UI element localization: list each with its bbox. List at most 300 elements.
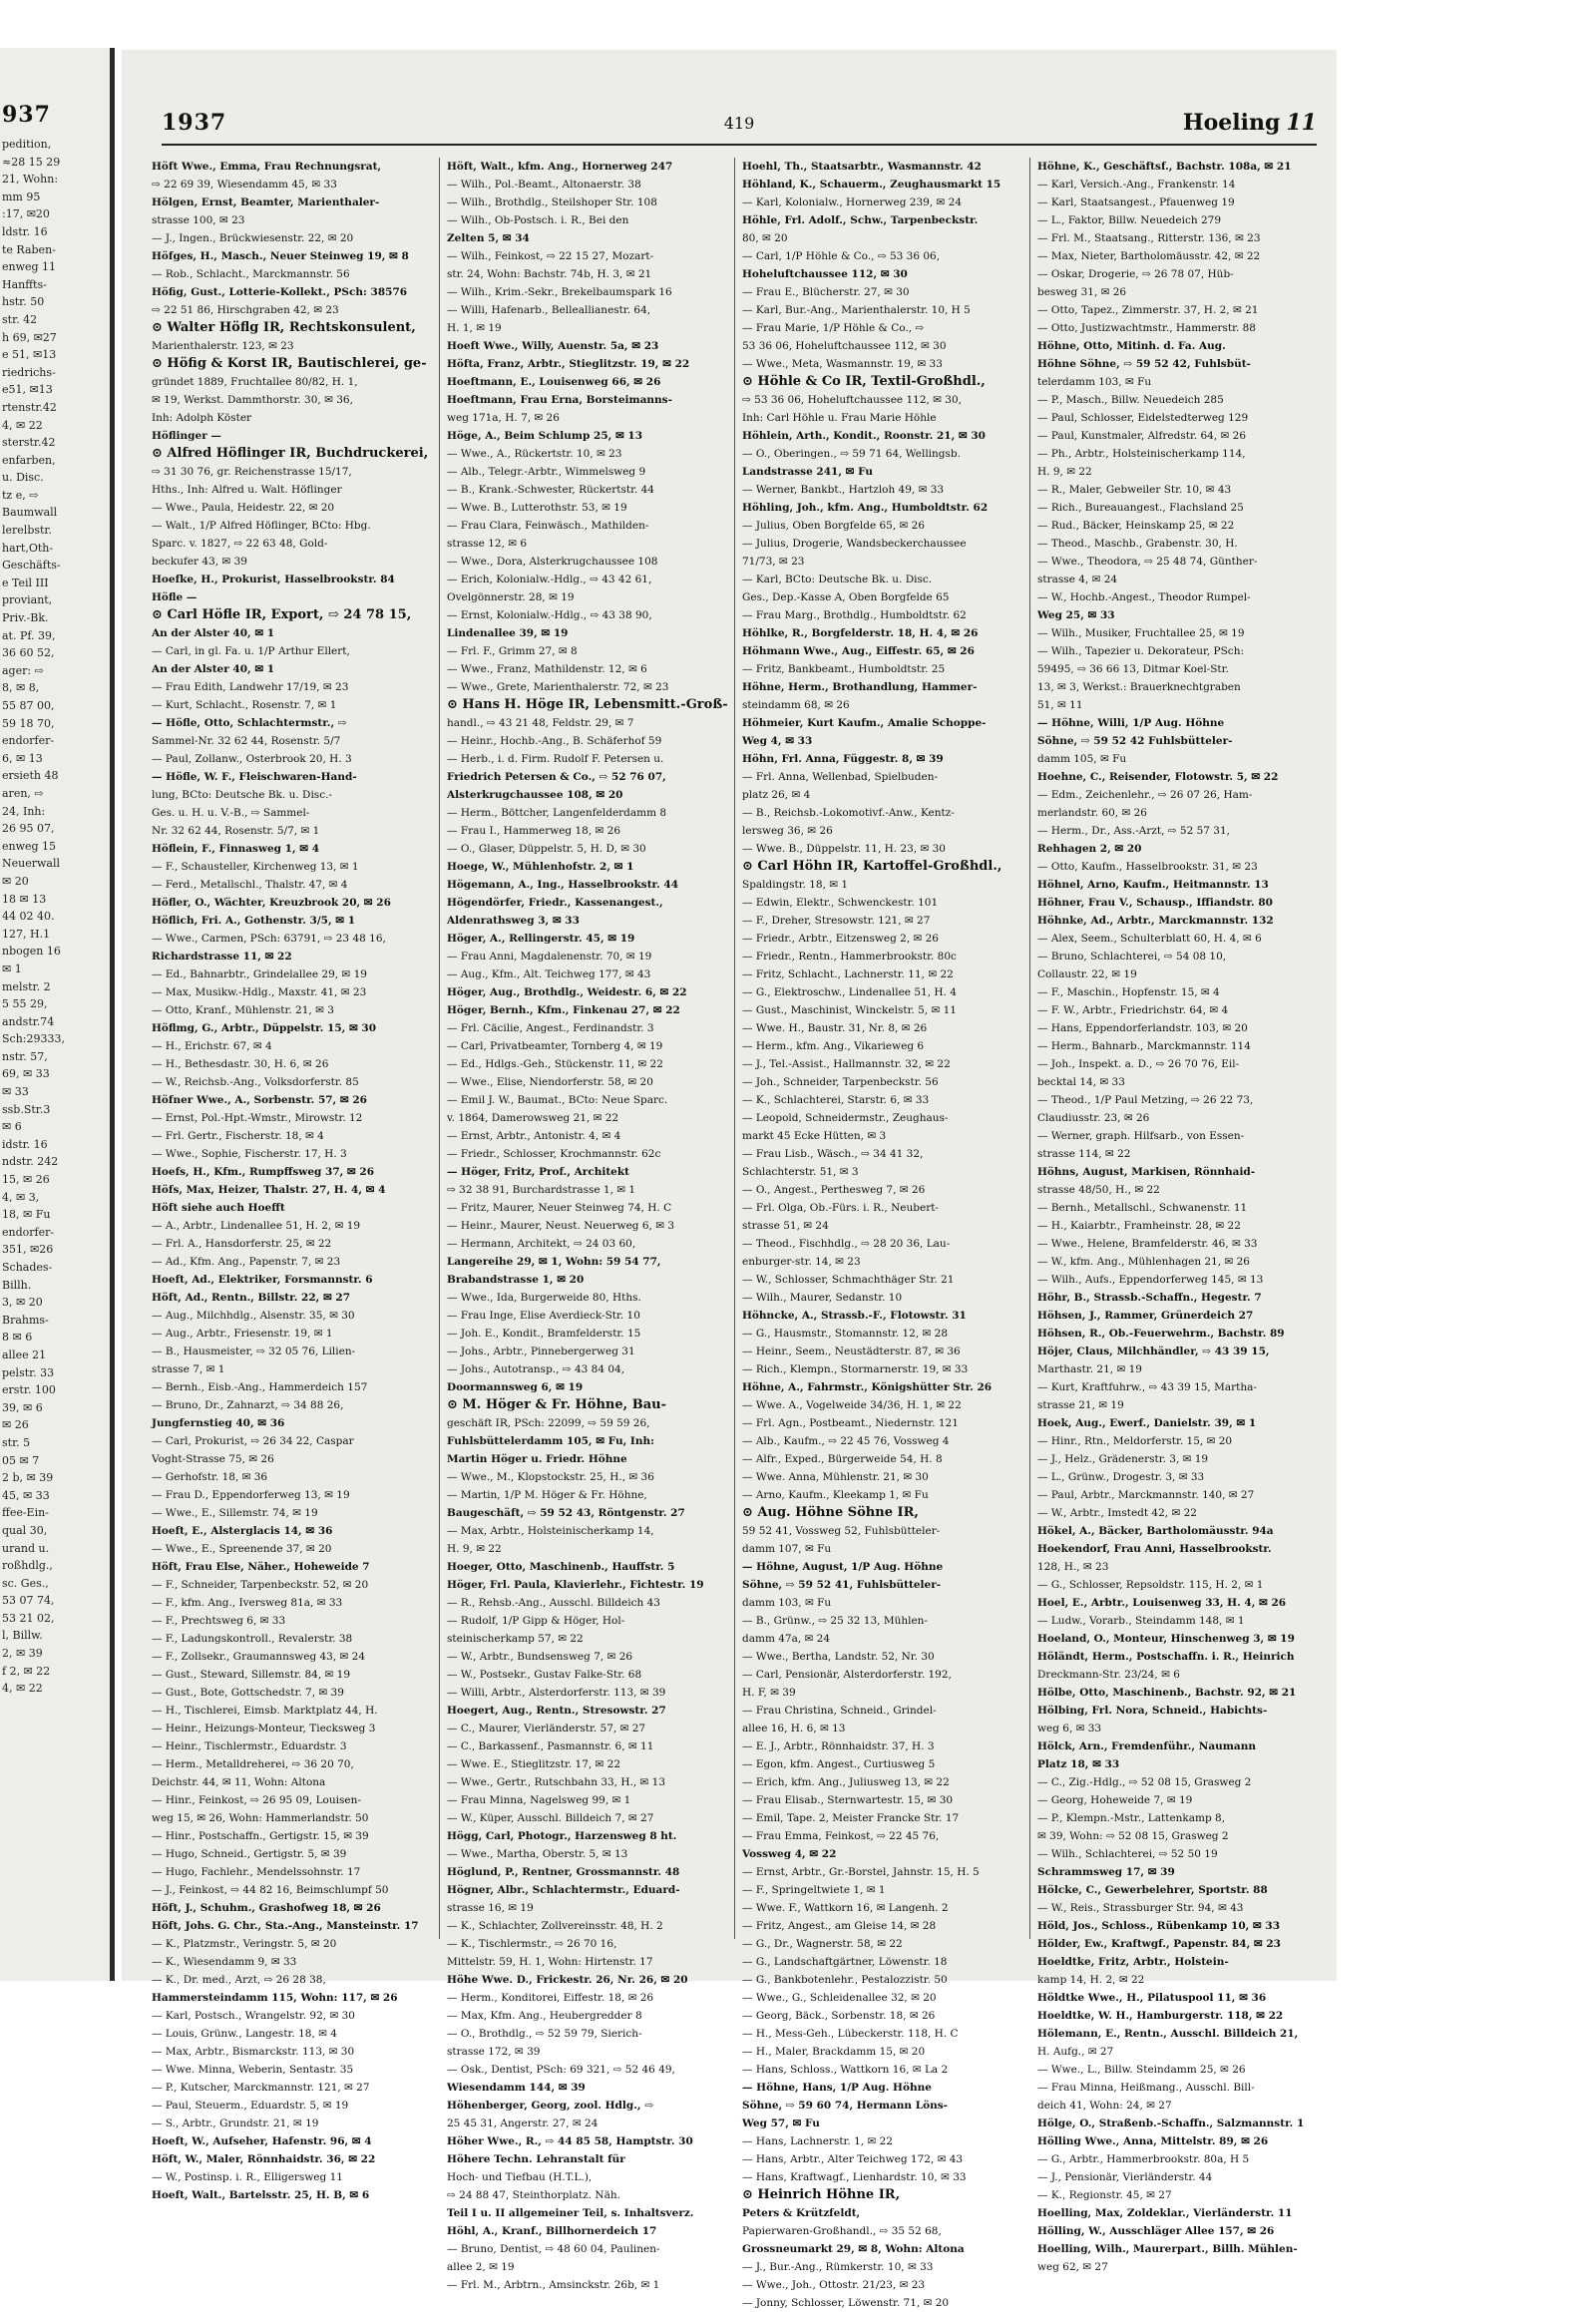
directory-entry-line: — Wilh., Maurer, Sedanstr. 10 — [742, 1292, 903, 1304]
directory-entry-line: gründet 1889, Fruchtallee 80/82, H. 1, — [152, 376, 358, 388]
directory-entry-line: Nr. 32 62 44, Rosenstr. 5/7, ✉ 1 — [152, 825, 320, 837]
directory-entry-line: Höhn, Frl. Anna, Függestr. 8, ✉ 39 — [742, 753, 944, 765]
directory-entry-line: — Karl, Postsch., Wrangelstr. 92, ✉ 30 — [152, 2010, 355, 2022]
directory-entry-line: 128, H., ✉ 23 — [1037, 1561, 1109, 1573]
directory-entry-line: — J., Pensionär, Vierländerstr. 44 — [1037, 2171, 1213, 2183]
directory-entry-line: H. Aufg., ✉ 27 — [1037, 2046, 1114, 2058]
directory-entry-line: — F., Ladungskontroll., Revalerstr. 38 — [152, 1633, 353, 1645]
directory-entry-line: Höhmeier, Kurt Kaufm., Amalie Schoppe- — [742, 717, 987, 729]
directory-entry-line: becktal 14, ✉ 33 — [1037, 1076, 1125, 1088]
adjacent-page-line: urand u. — [2, 1541, 50, 1555]
adjacent-page-line: 18 ✉ 13 — [2, 892, 47, 906]
directory-entry-line: — F., Zollsekr., Graumannsweg 43, ✉ 24 — [152, 1651, 366, 1663]
directory-entry-line: — Walt., 1/P Alfred Höflinger, BCto: Hbg. — [152, 520, 371, 532]
directory-entry-line: — Max, Arbtr., Bismarckstr. 113, ✉ 30 — [152, 2046, 355, 2058]
directory-entry-line: Hoehl, Th., Staatsarbtr., Wasmannstr. 42 — [742, 161, 982, 173]
adjacent-page-line: Priv.-Bk. — [2, 611, 49, 625]
directory-entry-line: An der Alster 40, ✉ 1 — [152, 663, 275, 675]
directory-entry-line: Hoeldtke, W. H., Hamburgerstr. 118, ✉ 22 — [1037, 2010, 1284, 2022]
directory-entry-line: Sammel-Nr. 32 62 44, Rosenstr. 5/7 — [152, 735, 341, 747]
directory-entry-line: — Rud., Bäcker, Heinskamp 25, ✉ 22 — [1037, 520, 1235, 532]
directory-entry-line: — G., Dr., Wagnerstr. 58, ✉ 22 — [742, 1938, 903, 1950]
directory-entry-line: — K., Regionstr. 45, ✉ 27 — [1037, 2189, 1172, 2201]
directory-entry-line: — Hinr., Postschaffn., Gertigstr. 15, ✉ 39 — [152, 1830, 369, 1842]
directory-entry-line: — Wwe., Elise, Niendorferstr. 58, ✉ 20 — [447, 1076, 653, 1088]
directory-entry-line: ⊙ Heinrich Höhne IR, — [742, 2187, 901, 2202]
directory-entry-line: strasse 51, ✉ 24 — [742, 1220, 829, 1232]
directory-entry-line: — F., Prechtsweg 6, ✉ 33 — [152, 1615, 286, 1627]
directory-entry-line: — Wwe., A., Rückertstr. 10, ✉ 23 — [447, 448, 622, 460]
adjacent-page-line: enfarben, — [2, 453, 56, 467]
directory-entry-line: — W., Arbtr., Imstedt 42, ✉ 22 — [1037, 1507, 1197, 1519]
adjacent-page-line: ≈28 15 29 — [2, 155, 61, 169]
directory-entry-line: — Frau D., Eppendorferweg 13, ✉ 19 — [152, 1489, 350, 1501]
directory-entry-line: — Wwe., Joh., Ottostr. 21/23, ✉ 23 — [742, 2279, 926, 2291]
adjacent-page-line: str. 42 — [2, 312, 38, 326]
directory-entry-line: — Werner, Bankbt., Hartzloh 49, ✉ 33 — [742, 484, 945, 496]
adjacent-page-line: 26 95 07, — [2, 822, 55, 836]
directory-entry-line: — Wilh., Pol.-Beamt., Altonaerstr. 38 — [447, 179, 641, 191]
directory-entry-line: Spaldingstr. 18, ✉ 1 — [742, 879, 849, 891]
directory-entry-line: — W., Postinsp. i. R., Elligersweg 11 — [152, 2171, 343, 2183]
directory-entry-line: — Frau Marie, 1/P Höhle & Co., ⇨ — [742, 322, 925, 334]
adjacent-page-line: e51, ✉13 — [2, 383, 53, 397]
adjacent-page-line: 53 07 74, — [2, 1594, 55, 1608]
adjacent-page-line: proviant, — [2, 593, 53, 607]
directory-entry-line: — Alb., Kaufm., ⇨ 22 45 76, Vossweg 4 — [742, 1435, 950, 1447]
directory-entry-line: — Karl, Versich.-Ang., Frankenstr. 14 — [1037, 179, 1236, 191]
adjacent-page-line: 6, ✉ 13 — [2, 751, 43, 765]
directory-entry-line: Höher Wwe., R., ⇨ 44 85 58, Hamptstr. 30 — [447, 2135, 693, 2147]
running-head-word: Hoeling — [1182, 110, 1281, 136]
directory-entry-line: 25 45 31, Angerstr. 27, ✉ 24 — [447, 2118, 598, 2129]
adjacent-page-line: ssb.Str.3 — [2, 1102, 51, 1116]
directory-entry-line: Hölling Wwe., Anna, Mittelstr. 89, ✉ 26 — [1037, 2135, 1269, 2147]
directory-entry-line: kamp 14, H. 2, ✉ 22 — [1037, 1974, 1145, 1986]
adjacent-page-line: Baumwall — [2, 506, 58, 520]
directory-entry-line: — P., Masch., Billw. Neuedeich 285 — [1037, 394, 1224, 406]
directory-entry-line: — Bruno, Dentist, ⇨ 48 60 04, Paulinen- — [447, 2243, 660, 2255]
directory-page — [122, 50, 1337, 2309]
directory-entry-line: damm 105, ✉ Fu — [1037, 753, 1127, 765]
directory-entry-line: — Wwe., L., Billw. Steindamm 25, ✉ 26 — [1037, 2064, 1246, 2076]
directory-entry-line: — Louis, Grünw., Langestr. 18, ✉ 4 — [152, 2028, 337, 2040]
adjacent-page-line: 18, ✉ Fu — [2, 1208, 51, 1222]
directory-entry-line: weg 171a, H. 7, ✉ 26 — [447, 412, 560, 424]
directory-entry-line: — G., Hausmstr., Stomannstr. 12, ✉ 28 — [742, 1328, 949, 1340]
directory-entry-line: — Rob., Schlacht., Marckmannstr. 56 — [152, 268, 350, 280]
directory-entry-line: Höft siehe auch Hoefft — [152, 1202, 285, 1214]
directory-entry-line: — Carl, Pensionär, Alsterdorferstr. 192, — [742, 1669, 952, 1681]
adjacent-page-line: roßhdlg., — [2, 1559, 53, 1573]
directory-entry-line: — Aug., Kfm., Alt. Teichweg 177, ✉ 43 — [447, 968, 651, 980]
adjacent-page-line: mm 95 — [2, 190, 41, 203]
directory-entry-line: — Hans, Eppendorferlandstr. 103, ✉ 20 — [1037, 1022, 1248, 1034]
directory-entry-line: handl., ⇨ 43 21 48, Feldstr. 29, ✉ 7 — [447, 717, 634, 729]
directory-entry-line: — Frau Lisb., Wäsch., ⇨ 34 41 32, — [742, 1148, 924, 1160]
section-number: 11 — [1286, 110, 1317, 136]
directory-entry-line: Vossweg 4, ✉ 22 — [742, 1848, 837, 1860]
directory-entry-line: Höhne Söhne, ⇨ 59 52 42, Fuhlsbüt- — [1037, 358, 1251, 370]
directory-entry-line: Hoeft Wwe., Willy, Auenstr. 5a, ✉ 23 — [447, 340, 659, 352]
directory-entry-line: — Carl, in gl. Fa. u. 1/P Arthur Ellert, — [152, 645, 350, 657]
adjacent-page-line: :17, ✉20 — [2, 207, 50, 221]
directory-entry-line: — Osk., Dentist, PSch: 69 321, ⇨ 52 46 49, — [447, 2064, 675, 2076]
directory-entry-line: — Wwe. E., Stieglitzstr. 17, ✉ 22 — [447, 1758, 621, 1770]
directory-entry-line: Hölck, Arn., Fremdenführ., Naumann — [1037, 1740, 1256, 1752]
adjacent-page-line: ersieth 48 — [2, 769, 59, 783]
adjacent-page-line: u. Disc. — [2, 471, 44, 485]
directory-entry-line: 13, ✉ 3, Werkst.: Brauerknechtgraben — [1037, 681, 1241, 693]
directory-entry-line: — Wwe., Bertha, Landstr. 52, Nr. 30 — [742, 1651, 935, 1663]
directory-entry-line: — Georg, Bäck., Sorbenstr. 18, ✉ 26 — [742, 2010, 936, 2022]
directory-entry-line: Inh: Adolph Köster — [152, 412, 252, 424]
directory-entry-line: Mittelstr. 59, H. 1, Wohn: Hirtenstr. 17 — [447, 1956, 653, 1968]
adjacent-page-line: 2, ✉ 39 — [2, 1647, 43, 1661]
adjacent-page-line: hart,Oth- — [2, 541, 54, 555]
directory-entry-line: Höfs, Max, Heizer, Thalstr. 27, H. 4, ✉ 4 — [152, 1184, 386, 1196]
directory-entry-line: Wiesendamm 144, ✉ 39 — [447, 2082, 586, 2094]
directory-entry-line: Höfle — — [152, 591, 198, 603]
directory-entry-line: — Otto, Kranf., Mühlenstr. 21, ✉ 3 — [152, 1004, 334, 1016]
column-divider — [439, 158, 440, 1939]
directory-entry-line: — W., Schlosser, Schmachthäger Str. 21 — [742, 1274, 955, 1286]
directory-entry-line: Hoeftmann, Frau Erna, Borsteimanns- — [447, 394, 672, 406]
directory-entry-line: — B., Hausmeister, ⇨ 32 05 76, Lilien- — [152, 1346, 356, 1357]
directory-entry-line: — W., kfm. Ang., Mühlenhagen 21, ✉ 26 — [1037, 1256, 1250, 1268]
directory-entry-line: — R., Rehsb.-Ang., Ausschl. Billdeich 43 — [447, 1597, 660, 1609]
directory-entry-line: — Max, Musikw.-Hdlg., Maxstr. 41, ✉ 23 — [152, 986, 367, 998]
directory-entry-line: Höger, Frl. Paula, Klavierlehr., Fichtestr. 19 — [447, 1579, 704, 1591]
adjacent-page-line: endorfer- — [2, 1225, 55, 1239]
directory-entry-line: — Max, Kfm. Ang., Heubergredder 8 — [447, 2010, 642, 2022]
directory-entry-line: — Frau Elisab., Sternwartestr. 15, ✉ 30 — [742, 1794, 954, 1806]
directory-entry-line: ⇨ 22 51 86, Hirschgraben 42, ✉ 23 — [152, 304, 339, 316]
directory-entry-line: Hoeft, W., Aufseher, Hafenstr. 96, ✉ 4 — [152, 2135, 372, 2147]
directory-entry-line: Hoeger, Otto, Maschinenb., Hauffstr. 5 — [447, 1561, 675, 1573]
directory-entry-line: — Egon, kfm. Angest., Curtiusweg 5 — [742, 1758, 936, 1770]
directory-entry-line: — Herb., i. d. Firm. Rudolf F. Petersen u. — [447, 753, 664, 765]
directory-entry-line: Doormannsweg 6, ✉ 19 — [447, 1381, 584, 1393]
directory-entry-line: Hölling, W., Ausschläger Allee 157, ✉ 26 — [1037, 2225, 1275, 2237]
directory-entry-line: Höflinger — — [152, 430, 221, 442]
directory-entry-line: — Frl. Agn., Postbeamt., Niedernstr. 121 — [742, 1417, 959, 1429]
directory-entry-line: Höfler, O., Wächter, Kreuzbrook 20, ✉ 26 — [152, 897, 391, 909]
adjacent-page-line: 5 55 29, — [2, 997, 48, 1011]
directory-entry-line: Lindenallee 39, ✉ 19 — [447, 627, 569, 639]
directory-entry-line: — Willi, Arbtr., Alsterdorferstr. 113, ✉ 39 — [447, 1687, 666, 1699]
directory-entry-line: — Herm., Bahnarb., Marckmannstr. 114 — [1037, 1040, 1251, 1052]
directory-entry-line: ⇨ 22 69 39, Wiesendamm 45, ✉ 33 — [152, 179, 337, 191]
directory-entry-line: — Aug., Milchhdlg., Alsenstr. 35, ✉ 30 — [152, 1310, 355, 1322]
directory-entry-line: — Heinr., Seem., Neustädterstr. 87, ✉ 36 — [742, 1346, 961, 1357]
directory-entry-line: — Ludw., Vorarb., Steindamm 148, ✉ 1 — [1037, 1615, 1245, 1627]
adjacent-page-line: 44 02 40. — [2, 910, 55, 924]
directory-entry-line: — H., Erichstr. 67, ✉ 4 — [152, 1040, 272, 1052]
adjacent-page-line: 15, ✉ 26 — [2, 1173, 50, 1187]
directory-entry-line: Weg 25, ✉ 33 — [1037, 609, 1115, 621]
directory-entry-line: Aldenrathsweg 3, ✉ 33 — [447, 915, 580, 927]
directory-entry-line: — K., Dr. med., Arzt, ⇨ 26 28 38, — [152, 1974, 326, 1986]
directory-entry-line: Landstrasse 241, ✉ Fu — [742, 466, 874, 478]
directory-entry-line: — H., Tischlerei, Eimsb. Marktplatz 44, H. — [152, 1705, 378, 1717]
directory-entry-line: — Aug., Arbtr., Friesenstr. 19, ✉ 1 — [152, 1328, 333, 1340]
directory-entry-line: Höft, J., Schuhm., Grashofweg 18, ✉ 26 — [152, 1902, 381, 1914]
directory-entry-line: — Wwe., G., Schleidenallee 32, ✉ 20 — [742, 1992, 937, 2004]
directory-entry-line: — F., Schausteller, Kirchenweg 13, ✉ 1 — [152, 861, 359, 873]
directory-entry-line: 59 52 41, Vossweg 52, Fuhlsbütteler- — [742, 1525, 941, 1537]
directory-entry-line: — Karl, BCto: Deutsche Bk. u. Disc. — [742, 574, 933, 585]
column-divider — [734, 158, 735, 1939]
directory-entry-line: Weg 4, ✉ 33 — [742, 735, 813, 747]
directory-entry-line: Höhne, Otto, Mitinh. d. Fa. Aug. — [1037, 340, 1226, 352]
directory-entry-line: — Höhne, August, 1/P Aug. Höhne — [742, 1561, 944, 1573]
directory-entry-line: — Herm., kfm. Ang., Vikarieweg 6 — [742, 1040, 925, 1052]
directory-entry-line: Friedrich Petersen & Co., ⇨ 52 76 07, — [447, 771, 666, 783]
adjacent-page-line: Neuerwall — [2, 857, 60, 871]
directory-entry-line: ✉ 39, Wohn: ⇨ 52 08 15, Grasweg 2 — [1037, 1830, 1229, 1842]
directory-entry-line: ⊙ Höfig & Korst IR, Bautischlerei, ge- — [152, 356, 427, 371]
directory-entry-line: Höhsen, R., Ob.-Feuerwehrm., Bachstr. 89 — [1037, 1328, 1285, 1340]
directory-entry-line: Höhr, B., Strassb.-Schaffn., Hegestr. 7 — [1037, 1292, 1262, 1304]
directory-entry-line: — Wilh., Brothdlg., Steilshoper Str. 108 — [447, 196, 657, 208]
directory-entry-line: — Alb., Telegr.-Arbtr., Wimmelsweg 9 — [447, 466, 646, 478]
directory-entry-line: — Joh., Schneider, Tarpenbeckstr. 56 — [742, 1076, 939, 1088]
directory-entry-line: — K., Schlachterei, Starstr. 6, ✉ 33 — [742, 1094, 930, 1106]
directory-entry-line: — H., Bethesdastr. 30, H. 6, ✉ 26 — [152, 1058, 329, 1070]
directory-entry-line: — Heinr., Heizungs-Monteur, Tiecksweg 3 — [152, 1723, 376, 1734]
directory-entry-line: strasse 16, ✉ 19 — [447, 1902, 534, 1914]
directory-entry-line: ⇨ 53 36 06, Hoheluftchaussee 112, ✉ 30, — [742, 394, 963, 406]
directory-entry-line: — Wwe., Meta, Wasmannstr. 19, ✉ 33 — [742, 358, 943, 370]
directory-entry-line: — F., Springeltwiete 1, ✉ 1 — [742, 1884, 886, 1896]
directory-entry-line: Höger, A., Rellingerstr. 45, ✉ 19 — [447, 933, 635, 945]
directory-entry-line: — Herm., Böttcher, Langenfelderdamm 8 — [447, 807, 667, 819]
directory-entry-line: Höfges, H., Masch., Neuer Steinweg 19, ✉ 8 — [152, 250, 409, 262]
directory-entry-line: Hoeftmann, E., Louisenweg 66, ✉ 26 — [447, 376, 661, 388]
directory-entry-line: ⇨ 32 38 91, Burchardstrasse 1, ✉ 1 — [447, 1184, 636, 1196]
directory-entry-line: Peters & Krützfeldt, — [742, 2207, 861, 2219]
adjacent-page-line: qual 30, — [2, 1523, 48, 1537]
directory-entry-line: Höft, W., Maler, Rönnhaidstr. 36, ✉ 22 — [152, 2153, 376, 2165]
adjacent-page-line: 55 87 00, — [2, 699, 55, 712]
directory-column-3 — [742, 158, 1023, 2309]
adjacent-page-line: ldstr. 16 — [2, 224, 48, 238]
directory-entry-line: Söhne, ⇨ 59 60 74, Hermann Löns- — [742, 2100, 949, 2112]
adjacent-page-line: ndstr. 242 — [2, 1155, 59, 1169]
directory-entry-line: — Frl. Anna, Wellenbad, Spielbuden- — [742, 771, 939, 783]
directory-entry-line: Marienthalerstr. 123, ✉ 23 — [152, 340, 294, 352]
directory-entry-line: — Wwe., Ida, Burgerweide 80, Hths. — [447, 1292, 641, 1304]
directory-entry-line: telerdamm 103, ✉ Fu — [1037, 376, 1152, 388]
directory-entry-line: — Wwe. H., Baustr. 31, Nr. 8, ✉ 26 — [742, 1022, 928, 1034]
adjacent-page-line: Brahms- — [2, 1313, 49, 1327]
directory-entry-line: — Friedr., Schlosser, Krochmannstr. 62c — [447, 1148, 661, 1160]
directory-entry-line: — C., Zig.-Hdlg., ⇨ 52 08 15, Grasweg 2 — [1037, 1776, 1252, 1788]
directory-entry-line: deich 41, Wohn: 24, ✉ 27 — [1037, 2100, 1172, 2112]
directory-entry-line: — Hans, Arbtr., Alter Teichweg 172, ✉ 43 — [742, 2153, 964, 2165]
directory-entry-line: Hoheluftchaussee 112, ✉ 30 — [742, 268, 908, 280]
directory-entry-line: — Erich, Kolonialw.-Hdlg., ⇨ 43 42 61, — [447, 574, 652, 585]
directory-entry-line: Hölemann, E., Rentn., Ausschl. Billdeich 21, — [1037, 2028, 1299, 2040]
directory-entry-line: Sparc. v. 1827, ⇨ 22 63 48, Gold- — [152, 538, 328, 550]
directory-entry-line: — Höger, Fritz, Prof., Architekt — [447, 1166, 629, 1178]
directory-entry-line: Papierwaren-Großhandl., ⇨ 35 52 68, — [742, 2225, 942, 2237]
directory-entry-line: — F. W., Arbtr., Friedrichstr. 64, ✉ 4 — [1037, 1004, 1229, 1016]
directory-entry-line: strasse 48/50, H., ✉ 22 — [1037, 1184, 1160, 1196]
adjacent-page-line: Schades- — [2, 1261, 53, 1274]
directory-entry-line: damm 47a, ✉ 24 — [742, 1633, 831, 1645]
directory-entry-line: — Wwe., Grete, Marienthalerstr. 72, ✉ 23 — [447, 681, 669, 693]
directory-entry-line: ⊙ M. Höger & Fr. Höhne, Bau- — [447, 1397, 666, 1412]
directory-entry-line: — G., Landschaftgärtner, Löwenstr. 18 — [742, 1956, 948, 1968]
directory-entry-line: Högg, Carl, Photogr., Harzensweg 8 ht. — [447, 1830, 677, 1842]
directory-entry-line: — Kurt, Schlacht., Rosenstr. 7, ✉ 1 — [152, 699, 337, 711]
adjacent-page-line: 4, ✉ 22 — [2, 1682, 43, 1696]
directory-entry-line: — Hans, Schloss., Wattkorn 16, ✉ La 2 — [742, 2064, 949, 2076]
adjacent-page-line: nstr. 57, — [2, 1049, 48, 1063]
directory-entry-line: — Frl. Gertr., Fischerstr. 18, ✉ 4 — [152, 1130, 324, 1142]
directory-entry-line: — Joh., Inspekt. a. D., ⇨ 26 70 76, Eil- — [1037, 1058, 1240, 1070]
adjacent-page-line: pelstr. 33 — [2, 1365, 55, 1379]
directory-entry-line: — Frau Clara, Feinwäsch., Mathilden- — [447, 520, 649, 532]
directory-entry-line: — Carl, 1/P Höhle & Co., ⇨ 53 36 06, — [742, 250, 941, 262]
directory-entry-line: Hoeft, Ad., Elektriker, Forsmannstr. 6 — [152, 1274, 373, 1286]
adjacent-page-line: ✉ 20 — [2, 874, 29, 888]
directory-entry-line: — Hermann, Architekt, ⇨ 24 03 60, — [447, 1238, 636, 1250]
directory-entry-line: steinischerkamp 57, ✉ 22 — [447, 1633, 584, 1645]
adjacent-page-line: riedrichs- — [2, 365, 56, 379]
directory-entry-line: Hölbe, Otto, Maschinenb., Bachstr. 92, ✉ 21 — [1037, 1687, 1297, 1699]
directory-entry-line: Höhns, August, Markisen, Rönnhaid- — [1037, 1166, 1256, 1178]
directory-entry-line: Hölgen, Ernst, Beamter, Marienthaler- — [152, 196, 380, 208]
directory-entry-line: strasse 21, ✉ 19 — [1037, 1399, 1124, 1411]
adjacent-page-line: lerelbstr. — [2, 524, 52, 538]
directory-entry-line: — Hinr., Rtn., Meldorferstr. 15, ✉ 20 — [1037, 1435, 1233, 1447]
directory-entry-line: — Wwe., Franz, Mathildenstr. 12, ✉ 6 — [447, 663, 647, 675]
directory-entry-line: — Arno, Kaufm., Kleekamp 1, ✉ Fu — [742, 1489, 929, 1501]
directory-entry-line: — K., Schlachter, Zollvereinsstr. 48, H. 2 — [447, 1920, 663, 1932]
adjacent-page-line: endorfer- — [2, 734, 55, 748]
directory-entry-line: Höldtke Wwe., H., Pilatuspool 11, ✉ 36 — [1037, 1992, 1267, 2004]
adjacent-page-line: enweg 11 — [2, 260, 57, 274]
adjacent-page-strip — [0, 48, 115, 1981]
adjacent-page-line: 3, ✉ 20 — [2, 1296, 43, 1310]
directory-entry-line: — Erich, kfm. Ang., Juliusweg 13, ✉ 22 — [742, 1776, 950, 1788]
directory-entry-line: H. F, ✉ 39 — [742, 1687, 796, 1699]
directory-entry-line: — Carl, Privatbeamter, Tornberg 4, ✉ 19 — [447, 1040, 663, 1052]
directory-entry-line: — Heinr., Tischlermstr., Eduardstr. 3 — [152, 1740, 347, 1752]
directory-entry-line: weg 6, ✉ 33 — [1037, 1723, 1102, 1734]
directory-entry-line: damm 107, ✉ Fu — [742, 1543, 832, 1555]
directory-entry-line: — R., Maler, Gebweiler Str. 10, ✉ 43 — [1037, 484, 1232, 496]
adjacent-page-line: ✉ 6 — [2, 1120, 22, 1134]
adjacent-page-line: tz e, ⇨ — [2, 488, 39, 502]
directory-entry-line: Söhne, ⇨ 59 52 41, Fuhlsbütteler- — [742, 1579, 942, 1591]
directory-entry-line: — A., Arbtr., Lindenallee 51, H. 2, ✉ 19 — [152, 1220, 361, 1232]
directory-entry-line: — W., Postsekr., Gustav Falke-Str. 68 — [447, 1669, 642, 1681]
directory-entry-line: Hoehne, C., Reisender, Flotowstr. 5, ✉ 22 — [1037, 771, 1279, 783]
directory-entry-line: ⊙ Höhle & Co IR, Textil-Großhdl., — [742, 374, 986, 389]
directory-entry-line: Brabandstrasse 1, ✉ 20 — [447, 1274, 585, 1286]
page-year: 1937 — [162, 110, 227, 136]
directory-entry-line: — Gust., Bote, Gottschedstr. 7, ✉ 39 — [152, 1687, 344, 1699]
adjacent-page-line: 69, ✉ 33 — [2, 1067, 50, 1081]
directory-entry-line: ⇨ 31 30 76, gr. Reichenstrasse 15/17, — [152, 466, 352, 478]
directory-entry-line: — Emil J. W., Baumat., BCto: Neue Sparc. — [447, 1094, 668, 1106]
adjacent-page-line: melstr. 2 — [2, 979, 51, 993]
directory-entry-line: ✉ 19, Werkst. Dammthorstr. 30, ✉ 36, — [152, 394, 353, 406]
directory-column-2 — [447, 158, 728, 2291]
directory-entry-line: — Hugo, Fachlehr., Mendelssohnstr. 17 — [152, 1866, 361, 1878]
directory-entry-line: — Otto, Tapez., Zimmerstr. 37, H. 2, ✉ 21 — [1037, 304, 1259, 316]
directory-entry-line: Höft, Walt., kfm. Ang., Hornerweg 247 — [447, 161, 673, 173]
directory-entry-line: Zelten 5, ✉ 34 — [447, 232, 530, 244]
directory-entry-line: — Wwe., Theodora, ⇨ 25 48 74, Günther- — [1037, 556, 1258, 568]
directory-entry-line: ⊙ Walter Höflg IR, Rechtskonsulent, — [152, 320, 416, 335]
directory-entry-line: — Paul, Zollanw., Osterbrook 20, H. 3 — [152, 753, 352, 765]
directory-entry-line: Baugeschäft, ⇨ 59 52 43, Röntgenstr. 27 — [447, 1507, 685, 1519]
directory-entry-line: — Wwe., E., Sillemstr. 74, ✉ 19 — [152, 1507, 318, 1519]
directory-entry-line: — Joh. E., Kondit., Bramfelderstr. 15 — [447, 1328, 641, 1340]
directory-entry-line: Höglund, P., Rentner, Grossmannstr. 48 — [447, 1866, 680, 1878]
directory-entry-line: — K., Wiesendamm 9, ✉ 33 — [152, 1956, 297, 1968]
directory-entry-line: — W., Hochb.-Angest., Theodor Rumpel- — [1037, 591, 1251, 603]
directory-entry-line: Höhlke, R., Borgfelderstr. 18, H. 4, ✉ 26 — [742, 627, 979, 639]
directory-entry-line: Hoekendorf, Frau Anni, Hasselbrookstr. — [1037, 1543, 1272, 1555]
adjacent-page-line: 4, ✉ 3, — [2, 1190, 40, 1204]
adjacent-page-line: 59 18 70, — [2, 716, 55, 730]
directory-entry-line: — Kurt, Kraftfuhrw., ⇨ 43 39 15, Martha- — [1037, 1381, 1257, 1393]
directory-entry-line: — Frau Marg., Brothdlg., Humboldtstr. 62 — [742, 609, 967, 621]
directory-entry-line: — Fritz, Maurer, Neuer Steinweg 74, H. C — [447, 1202, 672, 1214]
directory-entry-line: Höhsen, J., Rammer, Grünerdeich 27 — [1037, 1310, 1254, 1322]
directory-entry-line: Weg 57, ✉ Fu — [742, 2118, 820, 2129]
directory-entry-line: — Ad., Kfm. Ang., Papenstr. 7, ✉ 23 — [152, 1256, 341, 1268]
directory-entry-line: — Wwe., M., Klopstockstr. 25, H., ✉ 36 — [447, 1471, 654, 1483]
directory-entry-line: — Georg, Hoheweide 7, ✉ 19 — [1037, 1794, 1193, 1806]
directory-entry-line: Hoege, W., Mühlenhofstr. 2, ✉ 1 — [447, 861, 634, 873]
adjacent-page-line: l, Billw. — [2, 1629, 43, 1643]
directory-entry-line: — Frl. A., Hansdorferstr. 25, ✉ 22 — [152, 1238, 332, 1250]
directory-entry-line: Inh: Carl Höhle u. Frau Marie Höhle — [742, 412, 937, 424]
directory-entry-line: lung, BCto: Deutsche Bk. u. Disc.- — [152, 789, 332, 801]
directory-entry-line: — Fritz, Angest., am Gleise 14, ✉ 28 — [742, 1920, 937, 1932]
directory-entry-line: allee 16, H. 6, ✉ 13 — [742, 1723, 846, 1734]
directory-entry-line: — Wilh., Tapezier u. Dekorateur, PSch: — [1037, 645, 1244, 657]
directory-entry-line: — Wwe., E., Spreenende 37, ✉ 20 — [152, 1543, 332, 1555]
directory-entry-line: Höjer, Claus, Milchhändler, ⇨ 43 39 15, — [1037, 1346, 1270, 1357]
directory-entry-line: — Paul, Kunstmaler, Alfredstr. 64, ✉ 26 — [1037, 430, 1247, 442]
adjacent-page-line: te Raben- — [2, 242, 56, 256]
directory-entry-line: Langereihe 29, ✉ 1, Wohn: 59 54 77, — [447, 1256, 661, 1268]
directory-entry-line: — Wilh., Schlachterei, ⇨ 52 50 19 — [1037, 1848, 1218, 1860]
directory-entry-line: geschäft IR, PSch: 22099, ⇨ 59 59 26, — [447, 1417, 650, 1429]
directory-entry-line: — H., Kaiarbtr., Framheinstr. 28, ✉ 22 — [1037, 1220, 1241, 1232]
directory-entry-line: — Karl, Kolonialw., Hornerweg 239, ✉ 24 — [742, 196, 963, 208]
directory-entry-line: Höhncke, A., Strassb.-F., Flotowstr. 31 — [742, 1310, 967, 1322]
directory-entry-line: — Höfle, W. F., Fleischwaren-Hand- — [152, 771, 357, 783]
directory-entry-line: ⊙ Carl Höhn IR, Kartoffel-Großhdl., — [742, 859, 1002, 874]
directory-entry-line: Collaustr. 22, ✉ 19 — [1037, 968, 1137, 980]
directory-entry-line: strasse 100, ✉ 23 — [152, 214, 245, 226]
directory-entry-line: — Frau Inge, Elise Averdieck-Str. 10 — [447, 1310, 640, 1322]
directory-entry-line: — Gerhofstr. 18, ✉ 36 — [152, 1471, 268, 1483]
directory-entry-line: Höhner, Frau V., Schausp., Iffiandstr. 80 — [1037, 897, 1273, 909]
directory-entry-line: — Wilh., Feinkost, ⇨ 22 15 27, Mozart- — [447, 250, 654, 262]
directory-entry-line: — G., Schlosser, Repsoldstr. 115, H. 2, ✉ 1 — [1037, 1579, 1264, 1591]
directory-entry-line: Ges., Dep.-Kasse A, Oben Borgfelde 65 — [742, 591, 950, 603]
